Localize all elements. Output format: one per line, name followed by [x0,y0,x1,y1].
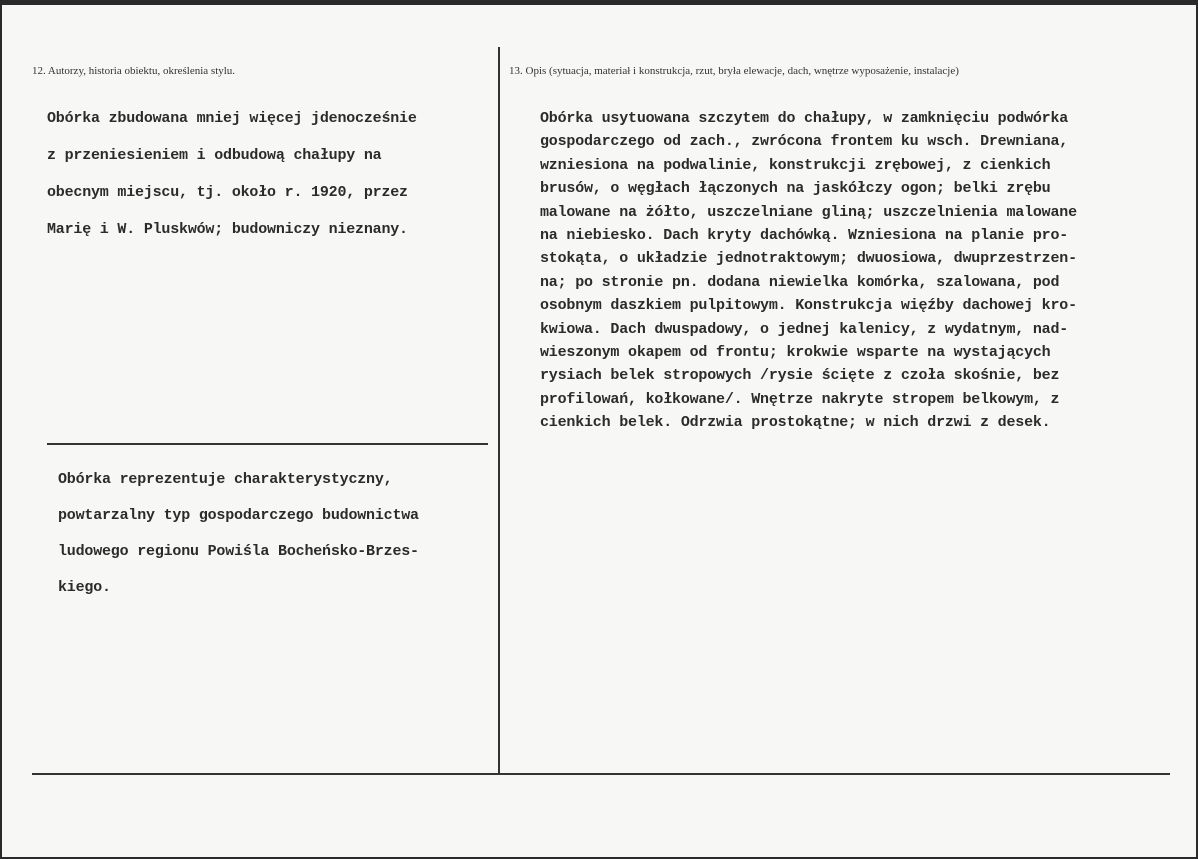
text-line: obecnym miejscu, tj. około r. 1920, przez [47,184,408,201]
section-12-style-text [58,462,419,606]
text-line: gospodarczego od zach., zwrócona frontem ku wsch. Drewniana, [540,133,1069,151]
section-12-history-text [47,100,417,248]
text-line: powtarzalny typ gospodarczego budownictwa [58,507,419,524]
text-line: Obórka zbudowana mniej więcej jdenocześnie [47,110,417,127]
text-line: kiego. [58,579,111,596]
bottom-rule [32,773,1170,775]
text-line: cienkich belek. Odrzwia prostokątne; w nich drzwi z desek. [540,414,1051,432]
text-line: na niebiesko. Dach kryty dachówką. Wzniesiona na planie pro- [540,226,1069,244]
text-line: profilowań, kołkowane/. Wnętrze nakryte stropem belkowym, z [540,390,1060,408]
text-line: Obórka usytuowana szczytem do chałupy, w zamknięciu podwórka [540,110,1069,127]
text-line: Marię i W. Pluskwów; budowniczy nieznany. [47,221,408,238]
left-section-divider [47,443,488,445]
text-line: kwiowa. Dach dwuspadowy, o jednej kalenicy, z wydatnym, nad- [540,320,1069,338]
text-line: malowane na żółto, uszczelniane gliną; uszczelnienia malowane [540,203,1077,221]
text-line: rysiach belek stropowych /rysie ścięte z czoła skośnie, bez [540,367,1060,385]
text-line: na; po stronie pn. dodana niewielka komórka, szalowana, pod [540,273,1060,291]
section-13-heading: 13. Opis (sytuacja, materiał i konstrukcja, rzut, bryła elewacje, dach, wnętrze wyposażenie, instalacje) [509,65,959,77]
column-divider [498,47,500,773]
text-line: z przeniesieniem i odbudową chałupy na [47,147,382,164]
text-line: brusów, o węgłach łączonych na jaskółczy ogon; belki zrębu [540,180,1051,198]
section-13-description-text [540,107,1077,434]
section-12-heading: 12. Autorzy, historia obiektu, określenia stylu. [32,65,236,77]
text-line: wzniesiona na podwalinie, konstrukcji zrębowej, z cienkich [540,156,1051,174]
text-line: wieszonym okapem od frontu; krokwie wsparte na wystających [540,343,1051,361]
text-line: ludowego regionu Powiśla Bocheńsko-Brzes- [58,543,419,560]
text-line: stokąta, o układzie jednotraktowym; dwuosiowa, dwuprzestrzen- [540,250,1077,268]
text-line: osobnym daszkiem pulpitowym. Konstrukcja więźby dachowej kro- [540,297,1077,315]
text-line: Obórka reprezentuje charakterystyczny, [58,471,393,488]
